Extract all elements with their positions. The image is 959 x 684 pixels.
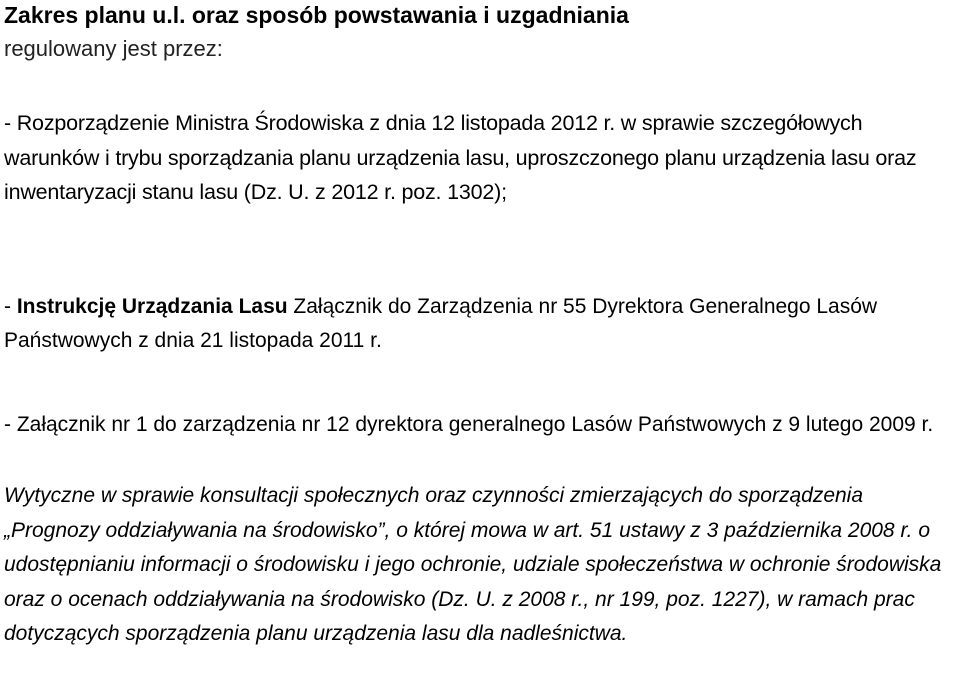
regulation-item-2-bold: Instrukcję Urządzania Lasu [16, 295, 288, 318]
regulation-item-3: - Załącznik nr 1 do zarządzenia nr 12 dyrektora generalnego Lasów Państwowych z 9 lutego 2009 r. [4, 413, 934, 436]
regulation-item-2-prefix: - [4, 295, 17, 318]
regulation-item-2-rest: Załącznik do Zarządzenia nr 55 Dyrektora Generalnego Lasów Państwowych z dnia 21 listopada 2011 r. [4, 295, 878, 352]
slide-title: Zakres planu u.l. oraz sposób powstawania i uzgadniania [4, 2, 629, 28]
slide-subtitle: regulowany jest przez: [4, 36, 223, 61]
regulation-item-4: Wytyczne w sprawie konsultacji społecznych oraz czynności zmierzających do sporządzenia „Prognozy oddziaływania na środowisko”, o której mowa w art. 51 ustawy z 3 października 2008 r. o udostępnianiu informacji o środowisku i jego ochronie, udziale społeczeństwa w ochronie środowiska oraz o ocenach oddziaływania na środowisko (Dz. U. z 2008 r., nr 199, poz. 1227), w ramach prac dotyczących sporządzenia planu urządzenia lasu dla nadleśnictwa. [4, 484, 942, 645]
regulation-item-2 [4, 290, 954, 358]
regulation-item-1: - Rozporządzenie Ministra Środowiska z dnia 12 listopada 2012 r. w sprawie szczegółowych warunków i trybu sporządzania planu urządzenia lasu, uproszczonego planu urządzenia lasu oraz inwentaryzacji stanu lasu (Dz. U. z 2012 r. poz. 1302); [4, 111, 917, 204]
